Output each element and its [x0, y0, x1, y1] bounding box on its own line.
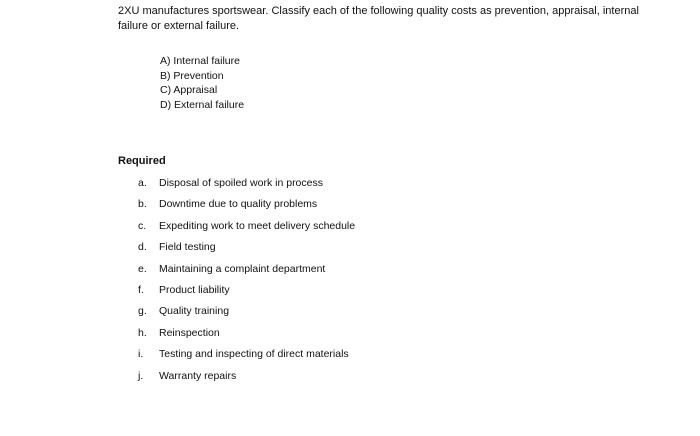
item-text: Testing and inspecting of direct materials [159, 348, 349, 361]
item-marker: d. [138, 241, 147, 254]
option-c: C) Appraisal [160, 84, 218, 96]
item-text: Expediting work to meet delivery schedule [159, 219, 356, 232]
option-a: A) Internal failure [160, 55, 240, 67]
item-text: Maintaining a complaint department [159, 262, 326, 275]
option-d: D) External failure [160, 98, 245, 111]
list-item [138, 304, 355, 325]
item-marker: b. [138, 198, 147, 211]
item-marker: g. [138, 305, 147, 318]
list-item [138, 240, 355, 261]
list-item [138, 197, 355, 218]
item-text: Reinspection [159, 326, 220, 339]
item-marker: c. [138, 219, 147, 232]
question-intro: 2XU manufactures sportswear. Classify each of the following quality costs as prevention, appraisal, internal failure or external failure. [118, 5, 639, 32]
item-marker: h. [138, 326, 147, 339]
item-text: Field testing [159, 241, 216, 254]
item-marker: i. [138, 348, 144, 361]
list-item [138, 262, 355, 283]
required-heading: Required [118, 155, 166, 167]
required-items-list [138, 176, 355, 390]
item-text: Quality training [159, 305, 230, 318]
option-b: B) Prevention [160, 69, 224, 82]
list-item [138, 219, 355, 240]
answer-options-list [160, 54, 244, 112]
item-marker: a. [138, 177, 147, 189]
item-marker: e. [138, 262, 147, 275]
item-marker: j. [138, 369, 144, 382]
list-item [138, 176, 355, 197]
list-item [138, 326, 355, 347]
list-item [138, 283, 355, 304]
list-item [138, 369, 355, 390]
item-text: Product liability [159, 283, 230, 296]
item-marker: f. [138, 283, 144, 296]
list-item [138, 347, 355, 368]
item-text: Warranty repairs [159, 369, 237, 382]
item-text: Downtime due to quality problems [159, 198, 318, 211]
item-text: Disposal of spoiled work in process [159, 177, 323, 189]
